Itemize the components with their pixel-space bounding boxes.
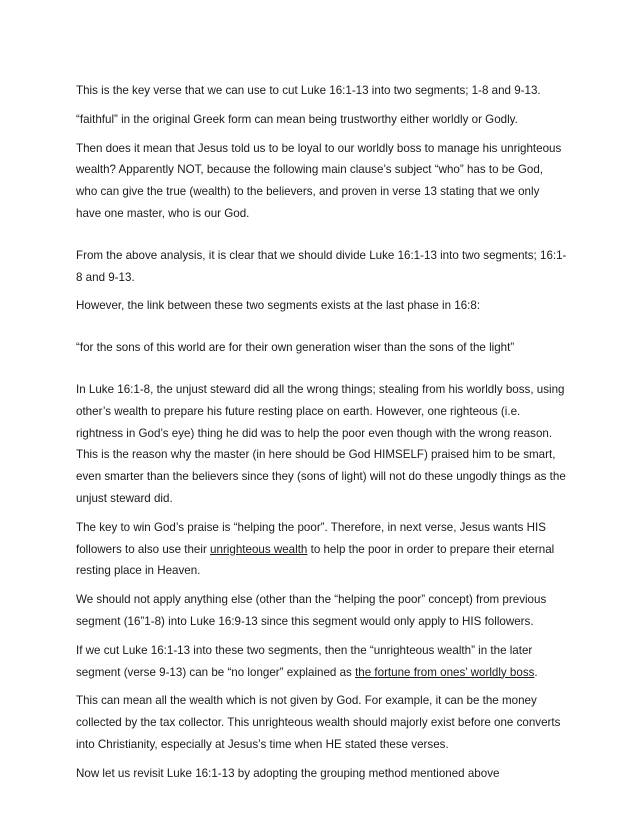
underlined-phrase: the fortune from ones’ worldly boss: [355, 665, 535, 679]
paragraph-analysis: [76, 245, 568, 289]
paragraph-key-verse: [76, 80, 568, 102]
text-line: This is the key verse that we can use to cut Luke 16:1-13 into two segments; 1-8 and 9-13.: [76, 84, 541, 97]
text-run: segment (verse 9-13) can be “no longer” explained as: [76, 665, 356, 679]
text-line: [76, 539, 568, 561]
text-line: If we cut Luke 16:1-13 into these two segments, then the “unrighteous wealth” in the later: [76, 643, 533, 657]
text-line: From the above analysis, it is clear that we should divide Luke 16:1-13 into two segments; 16:1-: [76, 248, 567, 262]
document-body: [76, 80, 568, 792]
paragraph-gods-praise: [76, 517, 568, 582]
text-line: 8 and 9-13.: [76, 270, 135, 284]
text-line: [76, 662, 568, 684]
text-line: We should not apply anything else (other than the “helping the poor” concept) from previous: [76, 593, 547, 607]
paragraph-revisit: [76, 763, 568, 785]
text-line: This can mean all the wealth which is not given by God. For example, it can be the money: [76, 694, 537, 708]
text-line: This is the reason why the master (in here should be God HIMSELF) praised him to be smart,: [76, 448, 556, 462]
text-line: Now let us revisit Luke 16:1-13 by adopting the grouping method mentioned above: [76, 766, 500, 780]
text-line: “faithful” in the original Greek form can mean being trustworthy either worldly or Godly.: [76, 112, 518, 126]
text-line: unjust steward did.: [76, 491, 173, 505]
text-line: resting place in Heaven.: [76, 564, 201, 578]
paragraph-wealth: [76, 690, 568, 755]
text-line: The key to win God’s praise is “helping the poor”. Therefore, in next verse, Jesus wants HIS: [76, 520, 546, 534]
text-run: to help the poor in order to prepare their eternal: [307, 542, 555, 556]
text-line: other’s wealth to prepare his future resting place on earth. However, one righteous (i.e.: [76, 404, 521, 418]
paragraph-faithful: [76, 109, 568, 131]
text-line: have one master, who is our God.: [76, 206, 250, 220]
paragraph-cut: [76, 640, 568, 684]
underlined-phrase: unrighteous wealth: [210, 542, 308, 556]
text-line: rightness in God’s eye) thing he did was to help the poor even though with the wrong reason.: [76, 426, 553, 440]
text-line: However, the link between these two segments exists at the last phase in 16:8:: [76, 299, 481, 313]
paragraph-quote: [76, 337, 568, 359]
blank-spacer: [76, 324, 568, 337]
quote-line: “for the sons of this world are for their own generation wiser than the sons of the light”: [76, 341, 515, 355]
text-line: collected by the tax collector. This unrighteous wealth should majorly exist before one converts: [76, 716, 561, 730]
paragraph-link: [76, 295, 568, 317]
blank-spacer: [76, 366, 568, 379]
text-line: segment (16”1-8) into Luke 16:9-13 since this segment would only apply to HIS followers.: [76, 614, 534, 628]
text-line: into Christianity, especially at Jesus’s time when HE stated these verses.: [76, 737, 449, 751]
paragraph-unjust-steward: [76, 379, 568, 510]
text-line: wealth? Apparently NOT, because the following main clause’s subject “who” has to be God,: [76, 163, 544, 177]
paragraph-apply: [76, 589, 568, 633]
text-run: followers to also use their: [76, 542, 211, 556]
paragraph-loyal-question: [76, 138, 568, 225]
text-line: In Luke 16:1-8, the unjust steward did all the wrong things; stealing from his worldly boss, using: [76, 382, 565, 396]
blank-spacer: [76, 232, 568, 245]
text-run: .: [534, 665, 538, 679]
text-line: even smarter than the believers since they (sons of light) will not do these ungodly things as the: [76, 470, 566, 484]
text-line: Then does it mean that Jesus told us to be loyal to our worldly boss to manage his unrighteous: [76, 141, 562, 155]
text-line: who can give the true (wealth) to the believers, and proven in verse 13 stating that we only: [76, 185, 540, 199]
